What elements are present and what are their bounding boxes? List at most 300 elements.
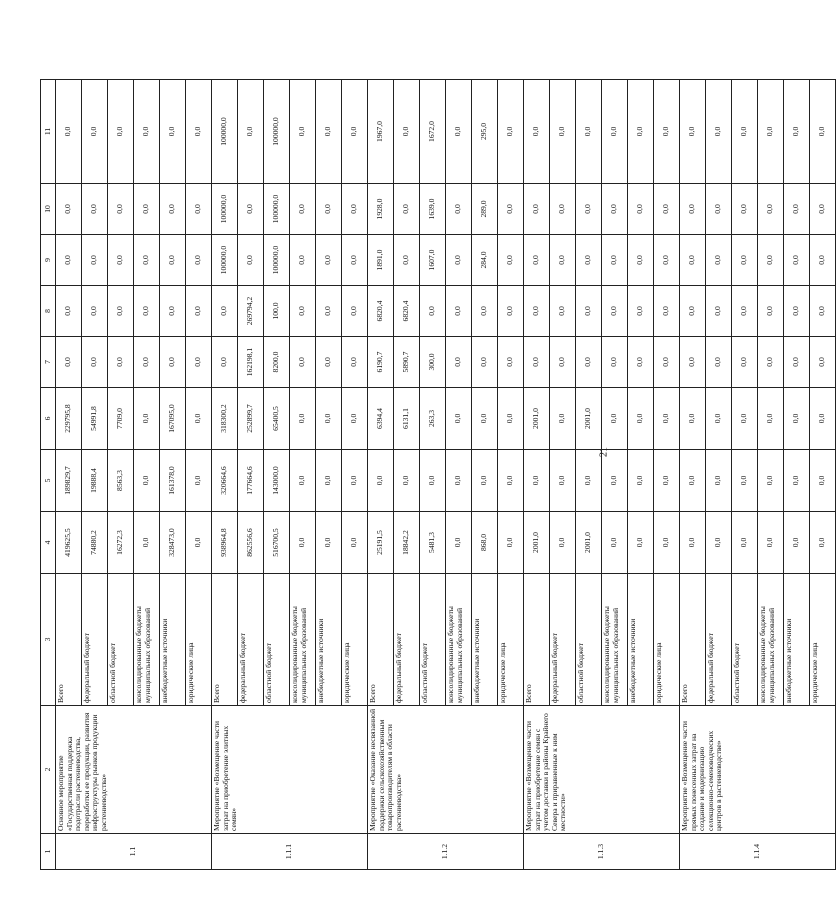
amount-cell: 0,0 — [290, 235, 316, 286]
table-row — [524, 80, 550, 870]
amount-cell: 0,0 — [732, 235, 758, 286]
amount-cell: 0,0 — [290, 388, 316, 450]
header-cell: 11 — [41, 80, 56, 184]
item-code: 1.1 — [56, 834, 212, 870]
amount-cell: 0,0 — [342, 80, 368, 184]
funding-source: областной бюджет — [420, 574, 446, 706]
amount-cell: 0,0 — [160, 235, 186, 286]
amount-cell: 0,0 — [134, 184, 160, 235]
amount-cell: 0,0 — [316, 512, 342, 574]
amount-cell: 74880,2 — [82, 512, 108, 574]
amount-cell: 0,0 — [706, 286, 732, 337]
amount-cell: 0,0 — [342, 450, 368, 512]
amount-cell: 0,0 — [576, 337, 602, 388]
amount-cell: 54991,8 — [82, 388, 108, 450]
header-cell: 6 — [41, 388, 56, 450]
amount-cell: 0,0 — [446, 235, 472, 286]
amount-cell: 0,0 — [758, 286, 784, 337]
amount-cell: 100000,0 — [212, 184, 238, 235]
header-cell: 10 — [41, 184, 56, 235]
amount-cell: 263,3 — [420, 388, 446, 450]
amount-cell: 0,0 — [706, 512, 732, 574]
amount-cell: 0,0 — [290, 337, 316, 388]
amount-cell: 167095,0 — [160, 388, 186, 450]
amount-cell: 0,0 — [498, 337, 524, 388]
amount-cell: 0,0 — [498, 235, 524, 286]
funding-source: Всего — [368, 574, 394, 706]
amount-cell: 0,0 — [654, 512, 680, 574]
activity-name: Мероприятие «Оказание несвязанной поддержки сельскохозяйственным товаропроизводителям в области растениеводства» — [368, 706, 524, 834]
amount-cell: 252899,7 — [238, 388, 264, 450]
amount-cell: 65400,5 — [264, 388, 290, 450]
amount-cell: 0,0 — [212, 286, 238, 337]
amount-cell: 0,0 — [758, 512, 784, 574]
table-row — [56, 80, 82, 870]
amount-cell: 162198,1 — [238, 337, 264, 388]
amount-cell: 0,0 — [576, 450, 602, 512]
funding-source: юридические лица — [186, 574, 212, 706]
activity-name: Мероприятие «Возмещение части прямых понесенных затрат на создание и модернизацию селекционно-семеноводческих центров в растениеводстве» — [680, 706, 836, 834]
amount-cell: 0,0 — [550, 512, 576, 574]
amount-cell: 0,0 — [108, 337, 134, 388]
amount-cell: 0,0 — [810, 235, 836, 286]
amount-cell: 1928,0 — [368, 184, 394, 235]
table-body — [56, 80, 836, 870]
amount-cell: 0,0 — [550, 80, 576, 184]
amount-cell: 0,0 — [576, 184, 602, 235]
amount-cell: 1639,0 — [420, 184, 446, 235]
amount-cell: 0,0 — [550, 286, 576, 337]
funding-source: Всего — [212, 574, 238, 706]
funding-source: внебюджетные источники — [472, 574, 498, 706]
amount-cell: 0,0 — [394, 184, 420, 235]
amount-cell: 0,0 — [784, 337, 810, 388]
amount-cell: 0,0 — [628, 512, 654, 574]
amount-cell: 0,0 — [576, 235, 602, 286]
amount-cell: 0,0 — [290, 512, 316, 574]
funding-source: консолидированные бюджеты муниципальных образований — [290, 574, 316, 706]
amount-cell: 0,0 — [498, 286, 524, 337]
amount-cell: 0,0 — [342, 512, 368, 574]
amount-cell: 19888,4 — [82, 450, 108, 512]
item-code: 1.1.3 — [524, 834, 680, 870]
amount-cell: 0,0 — [810, 80, 836, 184]
amount-cell: 0,0 — [680, 450, 706, 512]
amount-cell: 0,0 — [550, 235, 576, 286]
amount-cell: 0,0 — [342, 235, 368, 286]
amount-cell: 0,0 — [680, 512, 706, 574]
amount-cell: 0,0 — [576, 286, 602, 337]
amount-cell: 0,0 — [446, 512, 472, 574]
amount-cell: 0,0 — [602, 80, 628, 184]
amount-cell: 0,0 — [108, 235, 134, 286]
amount-cell: 229795,8 — [56, 388, 82, 450]
amount-cell: 0,0 — [602, 388, 628, 450]
amount-cell: 0,0 — [628, 286, 654, 337]
amount-cell: 0,0 — [706, 80, 732, 184]
amount-cell: 1891,0 — [368, 235, 394, 286]
amount-cell: 0,0 — [524, 286, 550, 337]
amount-cell: 0,0 — [160, 337, 186, 388]
amount-cell: 269794,2 — [238, 286, 264, 337]
amount-cell: 0,0 — [602, 450, 628, 512]
amount-cell: 0,0 — [498, 184, 524, 235]
amount-cell: 0,0 — [316, 235, 342, 286]
amount-cell: 0,0 — [446, 184, 472, 235]
amount-cell: 0,0 — [134, 337, 160, 388]
amount-cell: 0,0 — [212, 337, 238, 388]
amount-cell: 0,0 — [316, 388, 342, 450]
item-code: 1.1.2 — [368, 834, 524, 870]
amount-cell: 0,0 — [446, 337, 472, 388]
amount-cell: 0,0 — [82, 184, 108, 235]
amount-cell: 0,0 — [238, 80, 264, 184]
amount-cell: 0,0 — [628, 235, 654, 286]
amount-cell: 0,0 — [602, 184, 628, 235]
amount-cell: 0,0 — [628, 388, 654, 450]
amount-cell: 0,0 — [524, 235, 550, 286]
amount-cell: 0,0 — [342, 337, 368, 388]
amount-cell: 0,0 — [732, 80, 758, 184]
amount-cell: 328473,0 — [160, 512, 186, 574]
amount-cell: 0,0 — [108, 184, 134, 235]
amount-cell: 0,0 — [342, 184, 368, 235]
amount-cell: 0,0 — [758, 80, 784, 184]
amount-cell: 0,0 — [810, 337, 836, 388]
amount-cell: 0,0 — [134, 80, 160, 184]
amount-cell: 0,0 — [550, 184, 576, 235]
amount-cell: 0,0 — [784, 184, 810, 235]
amount-cell: 2001,0 — [576, 512, 602, 574]
amount-cell: 0,0 — [810, 388, 836, 450]
header-cell: 1 — [41, 834, 56, 870]
funding-source: областной бюджет — [264, 574, 290, 706]
amount-cell: 0,0 — [732, 184, 758, 235]
amount-cell: 0,0 — [732, 337, 758, 388]
amount-cell: 0,0 — [602, 286, 628, 337]
funding-source: внебюджетные источники — [316, 574, 342, 706]
amount-cell: 0,0 — [758, 337, 784, 388]
amount-cell: 0,0 — [628, 80, 654, 184]
funding-source: федеральный бюджет — [394, 574, 420, 706]
funding-source: федеральный бюджет — [706, 574, 732, 706]
amount-cell: 0,0 — [186, 337, 212, 388]
activity-name: Мероприятие «Возмещение части затрат на приобретение элитных семян» — [212, 706, 368, 834]
funding-source: юридические лица — [654, 574, 680, 706]
amount-cell: 0,0 — [56, 235, 82, 286]
amount-cell: 0,0 — [472, 450, 498, 512]
funding-source: Всего — [524, 574, 550, 706]
amount-cell: 0,0 — [498, 388, 524, 450]
funding-source: консолидированные бюджеты муниципальных образований — [134, 574, 160, 706]
amount-cell: 0,0 — [810, 286, 836, 337]
amount-cell: 0,0 — [186, 80, 212, 184]
funding-source: консолидированные бюджеты муниципальных образований — [602, 574, 628, 706]
amount-cell: 100000,0 — [264, 235, 290, 286]
funding-source: юридические лица — [810, 574, 836, 706]
amount-cell: 0,0 — [186, 512, 212, 574]
amount-cell: 6820,4 — [368, 286, 394, 337]
amount-cell: 0,0 — [472, 337, 498, 388]
amount-cell: 100000,0 — [264, 80, 290, 184]
amount-cell: 0,0 — [498, 80, 524, 184]
amount-cell: 0,0 — [784, 450, 810, 512]
amount-cell: 0,0 — [368, 450, 394, 512]
amount-cell: 0,0 — [160, 184, 186, 235]
amount-cell: 6394,4 — [368, 388, 394, 450]
amount-cell: 0,0 — [394, 235, 420, 286]
amount-cell: 5890,7 — [394, 337, 420, 388]
amount-cell: 0,0 — [316, 286, 342, 337]
amount-cell: 0,0 — [706, 184, 732, 235]
amount-cell: 0,0 — [654, 80, 680, 184]
amount-cell: 0,0 — [628, 337, 654, 388]
amount-cell: 0,0 — [238, 184, 264, 235]
amount-cell: 0,0 — [82, 80, 108, 184]
amount-cell: 0,0 — [446, 286, 472, 337]
amount-cell: 18842,2 — [394, 512, 420, 574]
amount-cell: 0,0 — [758, 184, 784, 235]
amount-cell: 8563,3 — [108, 450, 134, 512]
amount-cell: 0,0 — [56, 184, 82, 235]
amount-cell: 189829,7 — [56, 450, 82, 512]
amount-cell: 0,0 — [342, 388, 368, 450]
amount-cell: 0,0 — [446, 450, 472, 512]
amount-cell: 0,0 — [654, 450, 680, 512]
amount-cell: 0,0 — [732, 450, 758, 512]
amount-cell: 0,0 — [316, 337, 342, 388]
amount-cell: 0,0 — [810, 512, 836, 574]
amount-cell: 6190,7 — [368, 337, 394, 388]
amount-cell: 0,0 — [394, 80, 420, 184]
amount-cell: 0,0 — [550, 337, 576, 388]
amount-cell: 318300,2 — [212, 388, 238, 450]
funding-source: Всего — [680, 574, 706, 706]
item-code: 1.1.1 — [212, 834, 368, 870]
amount-cell: 0,0 — [628, 450, 654, 512]
amount-cell: 0,0 — [758, 388, 784, 450]
amount-cell: 289,0 — [472, 184, 498, 235]
table-row — [212, 80, 238, 870]
amount-cell: 0,0 — [420, 286, 446, 337]
amount-cell: 0,0 — [576, 80, 602, 184]
amount-cell: 0,0 — [680, 80, 706, 184]
amount-cell: 0,0 — [290, 286, 316, 337]
item-code: 1.1.4 — [680, 834, 836, 870]
header-cell: 3 — [41, 574, 56, 706]
amount-cell: 0,0 — [784, 80, 810, 184]
amount-cell: 0,0 — [784, 235, 810, 286]
funding-source: внебюджетные источники — [160, 574, 186, 706]
amount-cell: 0,0 — [706, 235, 732, 286]
amount-cell: 0,0 — [316, 450, 342, 512]
amount-cell: 0,0 — [654, 286, 680, 337]
amount-cell: 0,0 — [186, 286, 212, 337]
amount-cell: 100000,0 — [264, 184, 290, 235]
amount-cell: 938964,8 — [212, 512, 238, 574]
amount-cell: 143000,0 — [264, 450, 290, 512]
rotated-page-content — [40, 80, 827, 870]
amount-cell: 0,0 — [498, 512, 524, 574]
amount-cell: 0,0 — [238, 235, 264, 286]
amount-cell: 0,0 — [758, 450, 784, 512]
amount-cell: 0,0 — [680, 337, 706, 388]
table-row — [680, 80, 706, 870]
amount-cell: 0,0 — [524, 337, 550, 388]
amount-cell: 6820,4 — [394, 286, 420, 337]
amount-cell: 0,0 — [680, 184, 706, 235]
amount-cell: 300,0 — [420, 337, 446, 388]
amount-cell: 0,0 — [394, 450, 420, 512]
amount-cell: 0,0 — [498, 450, 524, 512]
amount-cell: 0,0 — [784, 388, 810, 450]
amount-cell: 0,0 — [56, 337, 82, 388]
amount-cell: 0,0 — [628, 184, 654, 235]
amount-cell: 7709,0 — [108, 388, 134, 450]
amount-cell: 0,0 — [186, 235, 212, 286]
amount-cell: 0,0 — [654, 235, 680, 286]
amount-cell: 0,0 — [706, 388, 732, 450]
amount-cell: 0,0 — [758, 235, 784, 286]
amount-cell: 0,0 — [706, 337, 732, 388]
funding-source: областной бюджет — [576, 574, 602, 706]
amount-cell: 0,0 — [134, 388, 160, 450]
amount-cell: 0,0 — [602, 512, 628, 574]
amount-cell: 0,0 — [654, 184, 680, 235]
funding-source: федеральный бюджет — [550, 574, 576, 706]
amount-cell: 0,0 — [446, 80, 472, 184]
amount-cell: 0,0 — [56, 286, 82, 337]
amount-cell: 2001,0 — [576, 388, 602, 450]
amount-cell: 0,0 — [446, 388, 472, 450]
amount-cell: 100000,0 — [212, 235, 238, 286]
amount-cell: 284,0 — [472, 235, 498, 286]
header-cell: 7 — [41, 337, 56, 388]
amount-cell: 0,0 — [108, 80, 134, 184]
amount-cell: 0,0 — [680, 388, 706, 450]
amount-cell: 0,0 — [82, 286, 108, 337]
amount-cell: 2001,0 — [524, 388, 550, 450]
amount-cell: 0,0 — [732, 512, 758, 574]
amount-cell: 516700,5 — [264, 512, 290, 574]
amount-cell: 0,0 — [550, 388, 576, 450]
amount-cell: 0,0 — [56, 80, 82, 184]
amount-cell: 0,0 — [160, 80, 186, 184]
amount-cell: 0,0 — [524, 450, 550, 512]
amount-cell: 177664,6 — [238, 450, 264, 512]
amount-cell: 0,0 — [82, 337, 108, 388]
amount-cell: 1967,0 — [368, 80, 394, 184]
funding-source: федеральный бюджет — [238, 574, 264, 706]
amount-cell: 0,0 — [290, 184, 316, 235]
amount-cell: 5481,3 — [420, 512, 446, 574]
funding-source: внебюджетные источники — [784, 574, 810, 706]
amount-cell: 16272,3 — [108, 512, 134, 574]
activity-name: Мероприятие «Возмещение части затрат на приобретение семян с учетом доставки в районы Крайнего Севера и приравненные к ним местности» — [524, 706, 680, 834]
amount-cell: 0,0 — [472, 286, 498, 337]
amount-cell: 0,0 — [706, 450, 732, 512]
header-cell: 5 — [41, 450, 56, 512]
amount-cell: 295,0 — [472, 80, 498, 184]
amount-cell: 1672,0 — [420, 80, 446, 184]
funding-source: Всего — [56, 574, 82, 706]
budget-table — [40, 79, 836, 870]
amount-cell: 100000,0 — [212, 80, 238, 184]
funding-source: областной бюджет — [108, 574, 134, 706]
amount-cell: 868,0 — [472, 512, 498, 574]
amount-cell: 0,0 — [784, 286, 810, 337]
amount-cell: 0,0 — [342, 286, 368, 337]
amount-cell: 0,0 — [654, 388, 680, 450]
amount-cell: 0,0 — [420, 450, 446, 512]
amount-cell: 0,0 — [524, 184, 550, 235]
funding-source: юридические лица — [342, 574, 368, 706]
amount-cell: 0,0 — [810, 184, 836, 235]
header-cell: 2 — [41, 706, 56, 834]
amount-cell: 0,0 — [108, 286, 134, 337]
amount-cell: 0,0 — [602, 337, 628, 388]
amount-cell: 0,0 — [316, 80, 342, 184]
amount-cell: 419625,5 — [56, 512, 82, 574]
table-row — [368, 80, 394, 870]
header-cell: 8 — [41, 286, 56, 337]
amount-cell: 0,0 — [784, 512, 810, 574]
amount-cell: 0,0 — [186, 450, 212, 512]
amount-cell: 320664,6 — [212, 450, 238, 512]
amount-cell: 0,0 — [602, 235, 628, 286]
amount-cell: 0,0 — [290, 450, 316, 512]
amount-cell: 0,0 — [472, 388, 498, 450]
header-cell: 4 — [41, 512, 56, 574]
amount-cell: 0,0 — [810, 450, 836, 512]
amount-cell: 0,0 — [680, 286, 706, 337]
amount-cell: 0,0 — [186, 388, 212, 450]
amount-cell: 0,0 — [680, 235, 706, 286]
amount-cell: 0,0 — [134, 286, 160, 337]
page-number: 21 — [598, 447, 610, 457]
activity-name: Основное мероприятие «Государственная поддержка подотрасли растениеводства, переработки ее продукции, развития инфраструктуры рынков продукции растениеводства» — [56, 706, 212, 834]
amount-cell: 25191,5 — [368, 512, 394, 574]
amount-cell: 0,0 — [550, 450, 576, 512]
amount-cell: 8200,0 — [264, 337, 290, 388]
funding-source: юридические лица — [498, 574, 524, 706]
amount-cell: 0,0 — [316, 184, 342, 235]
funding-source: внебюджетные источники — [628, 574, 654, 706]
amount-cell: 0,0 — [134, 450, 160, 512]
amount-cell: 0,0 — [654, 337, 680, 388]
funding-source: консолидированные бюджеты муниципальных образований — [446, 574, 472, 706]
amount-cell: 0,0 — [134, 512, 160, 574]
amount-cell: 0,0 — [134, 235, 160, 286]
amount-cell: 862556,6 — [238, 512, 264, 574]
amount-cell: 0,0 — [186, 184, 212, 235]
amount-cell: 0,0 — [732, 388, 758, 450]
amount-cell: 100,0 — [264, 286, 290, 337]
amount-cell: 0,0 — [732, 286, 758, 337]
amount-cell: 0,0 — [82, 235, 108, 286]
header-cell: 9 — [41, 235, 56, 286]
funding-source: федеральный бюджет — [82, 574, 108, 706]
amount-cell: 161378,0 — [160, 450, 186, 512]
amount-cell: 1607,0 — [420, 235, 446, 286]
amount-cell: 2001,0 — [524, 512, 550, 574]
funding-source: областной бюджет — [732, 574, 758, 706]
amount-cell: 6131,1 — [394, 388, 420, 450]
amount-cell: 0,0 — [524, 80, 550, 184]
header-row — [41, 80, 56, 870]
amount-cell: 0,0 — [160, 286, 186, 337]
funding-source: консолидированные бюджеты муниципальных образований — [758, 574, 784, 706]
